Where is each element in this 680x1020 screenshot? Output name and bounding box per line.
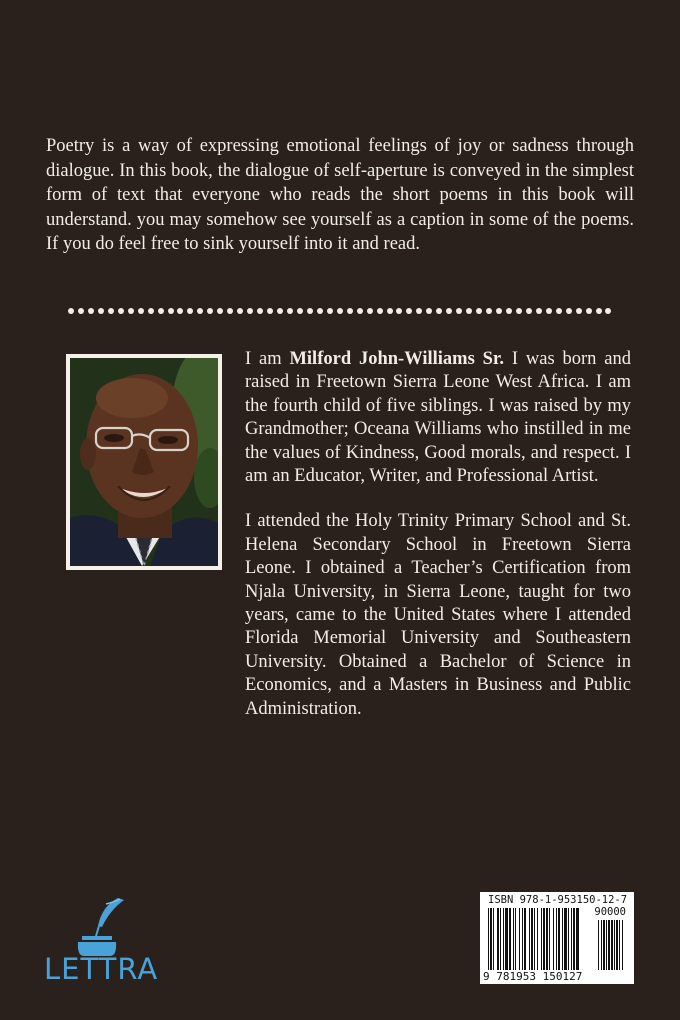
divider-dot	[367, 308, 373, 314]
divider-dot	[476, 308, 482, 314]
bio-intro: I am	[245, 349, 290, 369]
barcode-addon-bar	[616, 920, 618, 970]
divider-dot	[466, 308, 472, 314]
divider-dot	[287, 308, 293, 314]
divider-dot	[536, 308, 542, 314]
barcode-bar	[568, 908, 569, 970]
divider-dot	[207, 308, 213, 314]
divider-dot	[68, 308, 74, 314]
barcode-bar	[524, 908, 526, 970]
divider-dot	[138, 308, 144, 314]
dotted-divider	[68, 304, 612, 318]
divider-dot	[337, 308, 343, 314]
author-photo	[70, 358, 218, 566]
barcode-addon-bar	[603, 920, 605, 970]
divider-dot	[247, 308, 253, 314]
barcode-digits: 9 781953 150127	[483, 970, 583, 983]
divider-dot	[596, 308, 602, 314]
barcode-bar	[519, 908, 520, 970]
divider-dot	[605, 308, 611, 314]
barcode-addon-bar	[606, 920, 607, 970]
divider-dot	[88, 308, 94, 314]
divider-dot	[197, 308, 203, 314]
isbn-barcode	[480, 892, 634, 984]
divider-dot	[426, 308, 432, 314]
divider-dot	[317, 308, 323, 314]
divider-dot	[526, 308, 532, 314]
divider-dot	[187, 308, 193, 314]
barcode-bar	[571, 908, 572, 970]
author-photo-frame	[66, 354, 222, 570]
divider-dot	[416, 308, 422, 314]
divider-dot	[227, 308, 233, 314]
divider-dot	[556, 308, 562, 314]
barcode-bar	[493, 908, 494, 970]
inkwell-quill-icon	[44, 896, 170, 958]
divider-dot	[307, 308, 313, 314]
divider-dot	[486, 308, 492, 314]
barcode-bar	[531, 908, 533, 970]
barcode-addon-bar	[608, 920, 610, 970]
publisher-name: LETTRA	[44, 952, 159, 986]
bio-paragraph-1	[245, 348, 631, 488]
barcode-bar	[556, 908, 557, 970]
divider-dot	[158, 308, 164, 314]
divider-dot	[108, 308, 114, 314]
barcode-bar	[553, 908, 554, 970]
barcode-bar	[576, 908, 579, 970]
barcode-bar	[546, 908, 548, 970]
barcode-bar	[500, 908, 501, 970]
divider-dot	[586, 308, 592, 314]
barcode-addon-bar	[614, 920, 615, 970]
barcode-addon-bar	[622, 920, 623, 970]
barcode-addon-bar	[601, 920, 602, 970]
divider-dot	[277, 308, 283, 314]
divider-dot	[257, 308, 263, 314]
divider-dot	[406, 308, 412, 314]
author-bio	[245, 348, 631, 743]
barcode-bar	[564, 908, 567, 970]
divider-dot	[436, 308, 442, 314]
barcode-bar	[509, 908, 511, 970]
divider-dot	[297, 308, 303, 314]
divider-dot	[237, 308, 243, 314]
divider-dot	[387, 308, 393, 314]
divider-dot	[446, 308, 452, 314]
author-name: Milford John-Williams Sr.	[289, 349, 505, 369]
barcode-bar	[503, 908, 504, 970]
publisher-logo	[44, 896, 170, 986]
barcode-bar	[522, 908, 523, 970]
divider-dot	[168, 308, 174, 314]
divider-dot	[377, 308, 383, 314]
divider-dot	[327, 308, 333, 314]
divider-dot	[148, 308, 154, 314]
barcode-bar	[497, 908, 499, 970]
divider-dot	[566, 308, 572, 314]
divider-dot	[217, 308, 223, 314]
divider-dot	[496, 308, 502, 314]
barcode-bar	[490, 908, 492, 970]
divider-dot	[516, 308, 522, 314]
divider-dot	[396, 308, 402, 314]
divider-dot	[506, 308, 512, 314]
divider-dot	[546, 308, 552, 314]
back-cover-blurb: Poetry is a way of expressing emotional feelings of joy or sadness through dialogue. In this book, the dialogue of self-aperture is conveyed in the simplest form of text that everyone who reads the short poems in this book will understand. you may somehow see yourself as a caption in some of the poems. If you do feel free to sink yourself into it and read.	[46, 136, 634, 254]
divider-dot	[118, 308, 124, 314]
divider-dot	[177, 308, 183, 314]
barcode-bar	[541, 908, 542, 970]
isbn-label: ISBN 978-1-953150-12-7	[488, 894, 628, 906]
barcode-addon-bar	[611, 920, 613, 970]
barcode-bar	[534, 908, 535, 970]
divider-dot	[267, 308, 273, 314]
divider-dot	[98, 308, 104, 314]
barcode-bar	[537, 908, 538, 970]
barcode-addon-bar	[619, 920, 620, 970]
barcode-bar	[488, 908, 489, 970]
barcode-bar	[573, 908, 575, 970]
bio-p1-rest: I was born and raised in Freetown Sierra Leone West Africa. I am the fourth child of five siblings. I was raised by my Grandmother; Oceana Williams who instilled in me the values of Kindness, Good morals, and respect. I am an Educator, Writer, and Professional Artist.	[245, 349, 631, 487]
divider-dot	[347, 308, 353, 314]
bio-paragraph-2: I attended the Holy Trinity Primary School and St. Helena Secondary School in Freetown Sierra Leone. I obtained a Teacher’s Certification from Njala University, in Sierra Leone, taught for two years, came to the United States where I attended Florida Memorial University and Southeastern University. Obtained a Bachelor of Science in Economics, and a Masters in Business and Public Administration.	[245, 511, 631, 719]
divider-dot	[456, 308, 462, 314]
divider-dot	[78, 308, 84, 314]
divider-dot	[357, 308, 363, 314]
barcode-bar	[513, 908, 514, 970]
barcode-bar	[543, 908, 545, 970]
divider-dot	[128, 308, 134, 314]
barcode-bar	[549, 908, 550, 970]
barcode-bar	[558, 908, 560, 970]
divider-dot	[576, 308, 582, 314]
barcode-bar	[515, 908, 516, 970]
barcode-bar	[529, 908, 530, 970]
barcode-addon-bar	[598, 920, 599, 970]
barcode-bar	[505, 908, 508, 970]
price-code: 90000	[594, 906, 626, 918]
barcode-bar	[562, 908, 563, 970]
